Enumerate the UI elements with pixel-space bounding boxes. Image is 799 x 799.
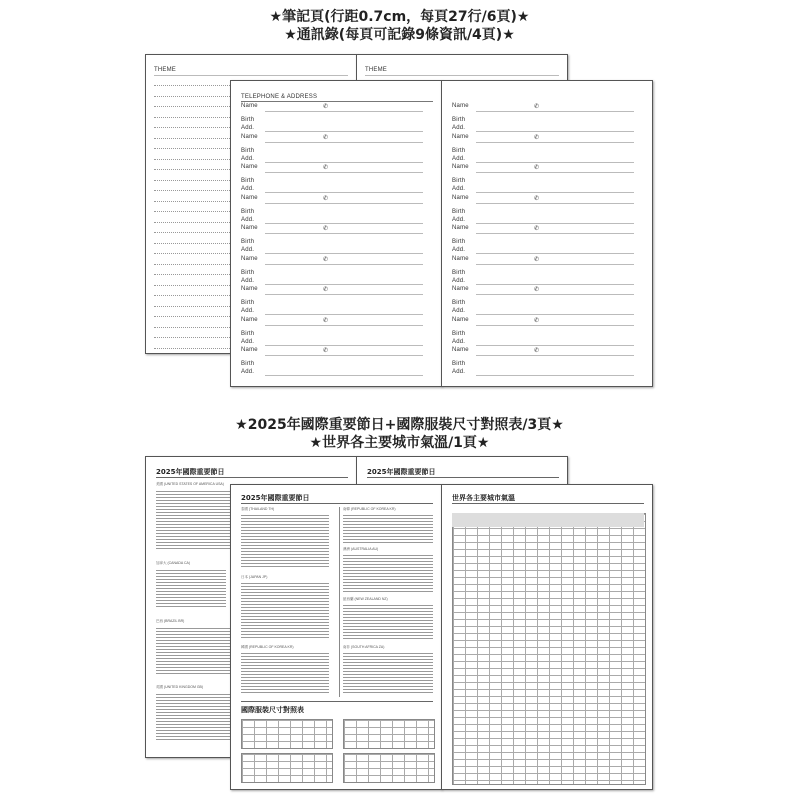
entry-name-label: Name: [452, 316, 469, 323]
country-canada-label: 加拿大 (CANADA CA): [156, 561, 191, 565]
entry-address-line: [265, 375, 423, 376]
phone-icon: ✆: [534, 317, 540, 324]
holidays-back-title-right: 2025年國際重要節日: [367, 468, 436, 476]
entry-name-line: [265, 142, 423, 143]
holidays-front-left: [230, 484, 442, 790]
entry-address-line: [476, 223, 634, 224]
country-australia-label: 澳洲 (AUSTRALIA AU): [343, 547, 379, 551]
entry-name-label: Name: [241, 194, 258, 201]
entry-address-label: Add.: [452, 125, 466, 131]
entry-name-line: [265, 233, 423, 234]
phone-icon: ✆: [534, 104, 540, 110]
entry-address-label: Add.: [241, 216, 255, 223]
entry-address-label: Add.: [452, 338, 466, 345]
phone-icon: ✆: [534, 348, 540, 354]
address-page-left: [230, 80, 442, 387]
phone-icon: ✆: [323, 226, 329, 232]
notes-theme-label-right: THEME: [365, 67, 387, 73]
phone-icon: ✆: [534, 256, 540, 263]
clothing-size-title: 國際服裝尺寸對照表: [241, 706, 304, 714]
entry-birth-label: Birth: [241, 330, 255, 337]
address-page-right: [441, 80, 653, 387]
entry-name-line: [476, 111, 634, 112]
temperature-title: 世界各主要城市氣溫: [452, 494, 515, 502]
entry-name-line: [476, 264, 634, 265]
entry-birth-label: Birth: [241, 300, 255, 306]
entry-birth-label: Birth: [241, 239, 255, 245]
entry-birth-label: Birth: [452, 208, 466, 215]
entry-address-line: [476, 284, 634, 285]
entry-address-label: Add.: [452, 186, 466, 192]
entry-name-line: [265, 325, 423, 326]
entry-name-label: Name: [452, 164, 469, 170]
section2-heading-line1: ★2025年國際重要節日+國際服裝尺寸對照表/3頁★: [235, 417, 564, 433]
entry-address-line: [265, 345, 423, 346]
holidays-front-title: 2025年國際重要節日: [241, 494, 310, 502]
entry-address-line: [265, 284, 423, 285]
entry-name-label: Name: [452, 103, 469, 109]
country-japan-label: 日本 (JAPAN JP): [241, 575, 268, 579]
entry-address-label: Add.: [241, 308, 255, 314]
clothing-size-table-3: [343, 719, 435, 749]
phone-icon: ✆: [534, 134, 540, 141]
clothing-size-table-1: [241, 719, 333, 749]
entry-name-line: [265, 294, 423, 295]
entry-name-line: [476, 142, 634, 143]
temperature-page: [441, 484, 653, 790]
entry-name-line: [265, 111, 423, 112]
entry-address-label: Add.: [241, 338, 255, 345]
entry-name-label: Name: [452, 194, 469, 201]
entry-address-line: [476, 345, 634, 346]
section1-heading-line2: ★通訊錄(每頁可記錄9條資訊/4頁)★: [284, 27, 515, 43]
entry-name-line: [476, 172, 634, 173]
entry-name-line: [476, 325, 634, 326]
country-usa-label: 美國 (UNITED STATES OF AMERICA USA): [156, 482, 224, 486]
entry-address-line: [265, 253, 423, 254]
entry-address-label: Add.: [452, 216, 466, 223]
entry-birth-label: Birth: [452, 147, 466, 154]
entry-address-label: Add.: [241, 247, 255, 253]
address-title: TELEPHONE & ADDRESS: [241, 94, 318, 100]
entry-name-label: Name: [452, 225, 469, 231]
entry-name-line: [476, 294, 634, 295]
phone-icon: ✆: [323, 134, 329, 141]
entry-address-label: Add.: [241, 277, 255, 284]
entry-name-line: [265, 355, 423, 356]
entry-birth-label: Birth: [452, 239, 466, 245]
entry-birth-label: Birth: [452, 330, 466, 337]
entry-address-line: [265, 314, 423, 315]
entry-address-line: [265, 223, 423, 224]
entry-name-line: [265, 172, 423, 173]
entry-birth-label: Birth: [452, 269, 466, 276]
entry-birth-label: Birth: [241, 361, 255, 367]
entry-address-label: Add.: [452, 369, 466, 375]
clothing-size-table-4: [343, 753, 435, 783]
entry-birth-label: Birth: [241, 269, 255, 276]
phone-icon: ✆: [323, 348, 329, 354]
entry-address-line: [265, 131, 423, 132]
entry-address-line: [476, 253, 634, 254]
entry-address-label: Add.: [241, 186, 255, 192]
phone-icon: ✆: [323, 256, 329, 263]
country-uk-label: 英國 (UNITED KINGDOM GB): [156, 685, 204, 689]
country-brazil-label: 巴西 (BRAZIL BR): [156, 619, 185, 623]
section1-heading-line1: ★筆記頁(行距0.7cm，每頁27行/6頁)★: [269, 9, 530, 25]
temperature-table: [452, 513, 646, 785]
entry-name-line: [265, 203, 423, 204]
entry-address-line: [476, 314, 634, 315]
entry-name-label: Name: [241, 225, 258, 231]
entry-address-label: Add.: [241, 155, 255, 162]
country-korea2-label: 南韓 (REPUBLIC OF KOREA KR): [343, 507, 396, 511]
entry-address-label: Add.: [452, 247, 466, 253]
entry-birth-label: Birth: [241, 117, 255, 123]
entry-name-label: Name: [241, 133, 258, 140]
section2-heading-line2: ★世界各主要城市氣溫/1頁★: [309, 435, 490, 451]
country-newzealand-label: 紐西蘭 (NEW ZEALAND NZ): [343, 597, 388, 601]
notes-theme-label-left: THEME: [154, 67, 176, 73]
entry-birth-label: Birth: [241, 147, 255, 154]
entry-birth-label: Birth: [241, 178, 255, 184]
phone-icon: ✆: [323, 165, 329, 171]
entry-address-label: Add.: [452, 277, 466, 284]
phone-icon: ✆: [534, 287, 540, 293]
entry-birth-label: Birth: [452, 361, 466, 367]
country-thailand-label: 泰國 (THAILAND TH): [241, 507, 275, 511]
entry-address-line: [476, 162, 634, 163]
phone-icon: ✆: [323, 287, 329, 293]
entry-name-label: Name: [241, 347, 258, 353]
phone-icon: ✆: [534, 195, 540, 202]
entry-name-line: [476, 203, 634, 204]
entry-birth-label: Birth: [452, 300, 466, 306]
country-korea-label: 韓國 (REPUBLIC OF KOREA KR): [241, 645, 294, 649]
entry-name-label: Name: [241, 286, 258, 292]
entry-name-label: Name: [241, 164, 258, 170]
entry-birth-label: Birth: [452, 117, 466, 123]
holidays-back-title: 2025年國際重要節日: [156, 468, 225, 476]
entry-name-line: [476, 233, 634, 234]
entry-name-label: Name: [241, 255, 258, 262]
phone-icon: ✆: [323, 317, 329, 324]
entry-name-label: Name: [452, 286, 469, 292]
entry-birth-label: Birth: [452, 178, 466, 184]
phone-icon: ✆: [534, 165, 540, 171]
entry-address-line: [476, 192, 634, 193]
country-southafrica-label: 南非 (SOUTH AFRICA ZA): [343, 645, 385, 649]
entry-birth-label: Birth: [241, 208, 255, 215]
entry-name-label: Name: [452, 347, 469, 353]
entry-address-line: [265, 192, 423, 193]
entry-address-line: [476, 375, 634, 376]
entry-address-label: Add.: [452, 155, 466, 162]
entry-address-line: [265, 162, 423, 163]
entry-address-label: Add.: [452, 308, 466, 314]
entry-address-line: [476, 131, 634, 132]
entry-name-label: Name: [241, 103, 258, 109]
entry-name-line: [476, 355, 634, 356]
entry-name-line: [265, 264, 423, 265]
entry-name-label: Name: [241, 316, 258, 323]
entry-name-label: Name: [452, 255, 469, 262]
phone-icon: ✆: [323, 104, 329, 110]
clothing-size-table-2: [241, 753, 333, 783]
entry-address-label: Add.: [241, 125, 255, 131]
entry-name-label: Name: [452, 133, 469, 140]
entry-address-label: Add.: [241, 369, 255, 375]
phone-icon: ✆: [323, 195, 329, 202]
phone-icon: ✆: [534, 226, 540, 232]
